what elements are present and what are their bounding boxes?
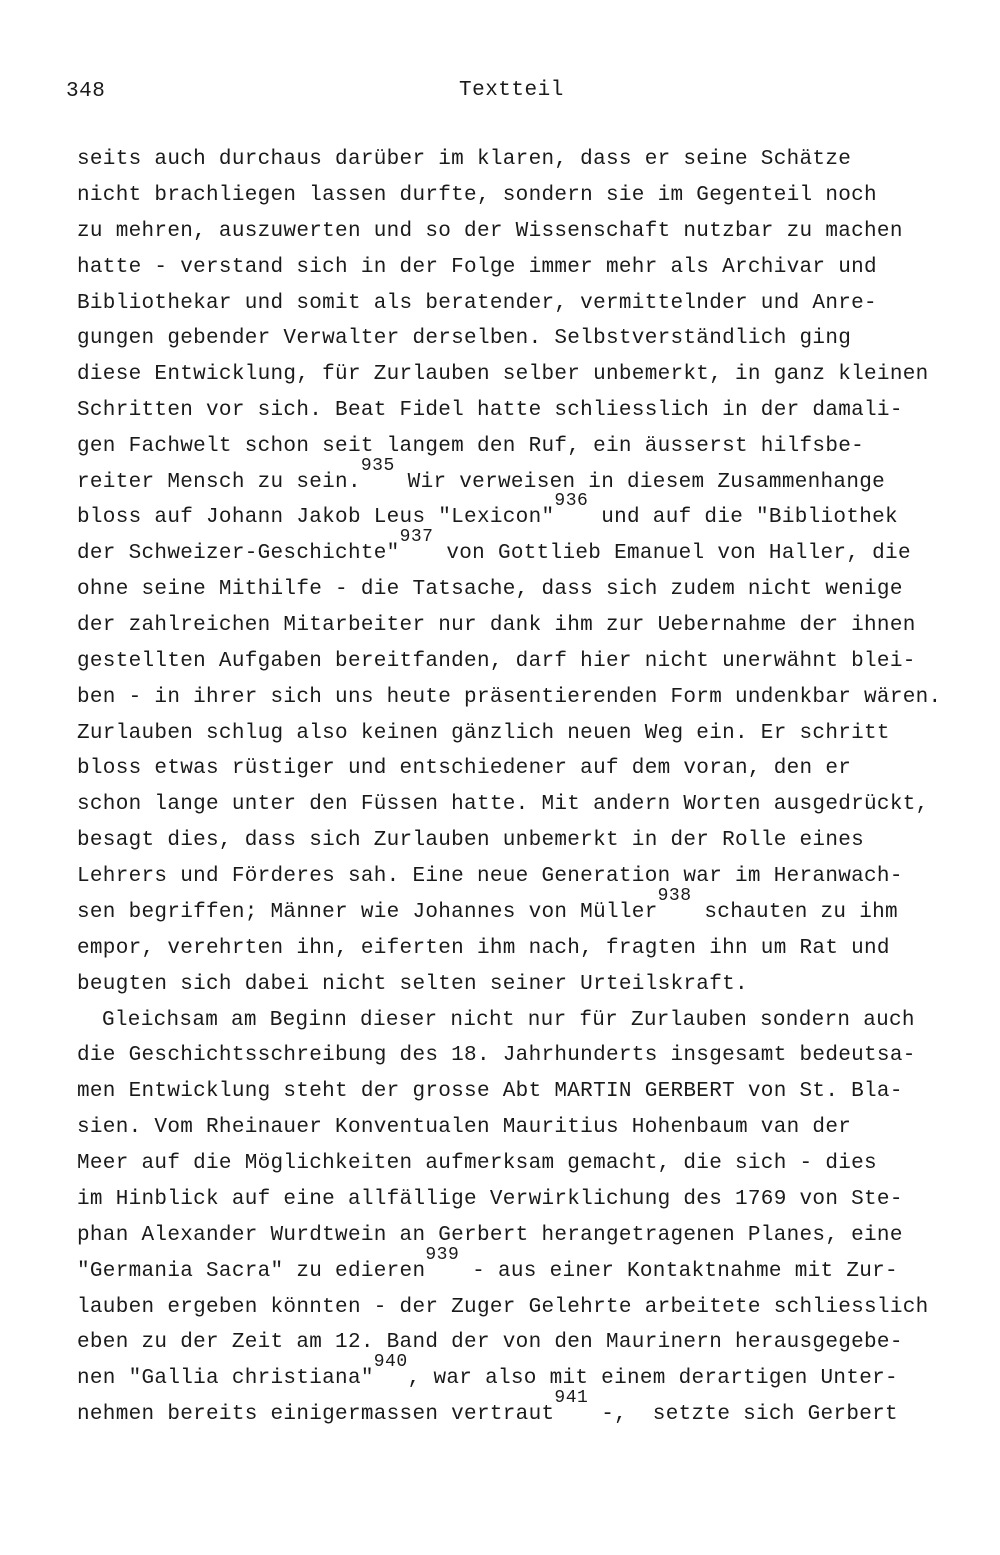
text-segment: Gleichsam am Beginn dieser nicht nur für Zurlauben sondern auch: [102, 1009, 915, 1032]
text-line: [77, 184, 877, 208]
text-line: [77, 1388, 898, 1427]
text-segment: die Geschichtsschreibung des 18. Jahrhunderts insgesamt bedeutsa-: [77, 1044, 916, 1067]
text-segment: schauten zu ihm: [691, 901, 898, 924]
text-line: [77, 614, 916, 638]
text-segment: von Gottlieb Emanuel von Haller, die: [433, 542, 911, 565]
text-segment: ben - in ihrer sich uns heute präsentierenden Form undenkbar wären.: [77, 686, 942, 709]
text-line: [77, 1296, 929, 1320]
text-line: [77, 435, 864, 459]
text-segment: "Germania Sacra" zu edieren: [77, 1260, 426, 1283]
footnote-marker: 939: [425, 1245, 460, 1265]
text-segment: nicht brachliegen lassen durfte, sondern sie im Gegenteil noch: [77, 184, 877, 207]
text-segment: der Schweizer-Geschichte": [77, 542, 400, 565]
text-segment: diese Entwicklung, für Zurlauben selber unbemerkt, in ganz kleinen: [77, 363, 929, 386]
text-line: [77, 363, 929, 387]
text-segment: men Entwicklung steht der grosse Abt MARTIN GERBERT von St. Bla-: [77, 1080, 903, 1103]
text-segment: hatte - verstand sich in der Folge immer mehr als Archivar und: [77, 256, 877, 279]
text-line: [77, 292, 877, 316]
text-segment: empor, verehrten ihn, eiferten ihm nach, fragten ihn um Rat und: [77, 937, 890, 960]
text-segment: schon lange unter den Füssen hatte. Mit andern Worten ausgedrückt,: [77, 793, 929, 816]
text-segment: eben zu der Zeit am 12. Band der von den Maurinern herausgegebe-: [77, 1331, 903, 1354]
text-line: [77, 578, 903, 602]
text-line: [77, 1331, 903, 1355]
text-line: [77, 973, 748, 997]
text-segment: Schritten vor sich. Beat Fidel hatte schliesslich in der damali-: [77, 399, 903, 422]
text-segment: -, setzte sich Gerbert: [588, 1403, 898, 1426]
text-line: [77, 256, 877, 280]
text-segment: gungen gebender Verwalter derselben. Selbstverständlich ging: [77, 327, 852, 350]
text-line: [77, 456, 886, 495]
text-segment: phan Alexander Wurdtwein an Gerbert herangetragenen Planes, eine: [77, 1224, 903, 1247]
text-segment: Meer auf die Möglichkeiten aufmerksam gemacht, die sich - dies: [77, 1152, 877, 1175]
text-line: [77, 1352, 898, 1391]
text-line: [77, 327, 851, 351]
text-segment: sien. Vom Rheinauer Konventualen Mauritius Hohenbaum van der: [77, 1116, 852, 1139]
text-segment: der zahlreichen Mitarbeiter nur dank ihm zur Uebernahme der ihnen: [77, 614, 916, 637]
text-line: [77, 1080, 903, 1104]
footnote-marker: 935: [360, 456, 395, 476]
footnote-marker: 940: [373, 1352, 408, 1372]
text-line: [77, 491, 898, 530]
text-line: [77, 220, 903, 244]
text-segment: Zurlauben schlug also keinen gänzlich neuen Weg ein. Er schritt: [77, 722, 890, 745]
text-line: [77, 1224, 903, 1248]
text-segment: , war also mit einem derartigen Unter-: [407, 1367, 898, 1390]
text-segment: nen "Gallia christiana": [77, 1367, 374, 1390]
text-line: [77, 686, 941, 710]
text-line: [102, 1009, 915, 1033]
footnote-marker: 938: [657, 886, 692, 906]
text-line: [77, 1188, 903, 1212]
running-head: Textteil: [459, 79, 564, 102]
text-segment: Wir verweisen in diesem Zusammenhange: [394, 471, 886, 494]
text-segment: sen begriffen; Männer wie Johannes von Müller: [77, 901, 658, 924]
text-line: [77, 650, 916, 674]
text-segment: seits auch durchaus darüber im klaren, dass er seine Schätze: [77, 148, 852, 171]
text-segment: nehmen bereits einigermassen vertraut: [77, 1403, 555, 1426]
text-line: [77, 1044, 916, 1068]
text-segment: gestellten Aufgaben bereitfanden, darf hier nicht unerwähnt blei-: [77, 650, 916, 673]
text-line: [77, 865, 903, 889]
text-line: [77, 527, 911, 566]
text-segment: und auf die "Bibliothek: [588, 506, 898, 529]
text-line: [77, 1245, 898, 1284]
text-line: [77, 793, 929, 817]
text-line: [77, 399, 903, 423]
text-line: [77, 1116, 851, 1140]
text-segment: bloss etwas rüstiger und entschiedener auf dem voran, den er: [77, 757, 852, 780]
text-segment: ohne seine Mithilfe - die Tatsache, dass sich zudem nicht wenige: [77, 578, 903, 601]
text-segment: zu mehren, auszuwerten und so der Wissenschaft nutzbar zu machen: [77, 220, 903, 243]
text-segment: gen Fachwelt schon seit langem den Ruf, ein äusserst hilfsbe-: [77, 435, 865, 458]
page-number: 348: [66, 80, 106, 103]
text-line: [77, 722, 890, 746]
text-line: [77, 148, 851, 172]
text-segment: Bibliothekar und somit als beratender, vermittelnder und Anre-: [77, 292, 877, 315]
footnote-marker: 941: [554, 1388, 589, 1408]
footnote-marker: 937: [399, 527, 434, 547]
text-segment: - aus einer Kontaktnahme mit Zur-: [459, 1260, 898, 1283]
text-segment: bloss auf Johann Jakob Leus "Lexicon": [77, 506, 555, 529]
text-segment: im Hinblick auf eine allfällige Verwirklichung des 1769 von Ste-: [77, 1188, 903, 1211]
text-line: [77, 937, 890, 961]
text-segment: reiter Mensch zu sein.: [77, 471, 361, 494]
text-segment: besagt dies, dass sich Zurlauben unbemerkt in der Rolle eines: [77, 829, 865, 852]
text-line: [77, 829, 864, 853]
text-segment: beugten sich dabei nicht selten seiner Urteilskraft.: [77, 973, 748, 996]
footnote-marker: 936: [554, 491, 589, 511]
text-line: [77, 886, 898, 925]
text-segment: Lehrers und Förderes sah. Eine neue Generation war im Heranwach-: [77, 865, 903, 888]
text-segment: lauben ergeben könnten - der Zuger Gelehrte arbeitete schliesslich: [77, 1296, 929, 1319]
text-line: [77, 757, 851, 781]
text-line: [77, 1152, 877, 1176]
